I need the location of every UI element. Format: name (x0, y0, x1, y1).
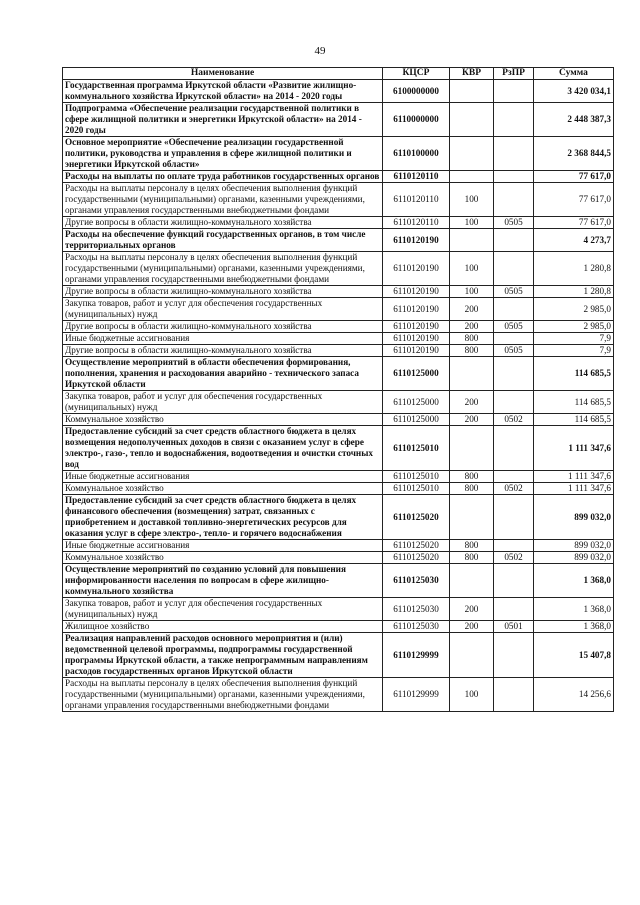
row-name-cell: Расходы на выплаты персоналу в целях обеспечения выполнения функций государственными (муниципальными) органами, казенными учреждениями, органами управления государственными внебюджетными фондами (63, 183, 383, 217)
table-row (63, 321, 614, 333)
row-rzpr-cell (494, 229, 534, 252)
row-sum-cell: 1 280,8 (534, 286, 614, 298)
row-kvr-cell (450, 495, 494, 540)
row-sum-cell: 4 273,7 (534, 229, 614, 252)
row-name-cell: Осуществление мероприятий в области обеспечения формирования, пополнения, хранения и расходования аварийно - технического запаса Иркутской области (63, 357, 383, 391)
table-row (63, 357, 614, 391)
row-rzpr-cell (494, 540, 534, 552)
row-kcsr-cell: 6110120190 (383, 321, 450, 333)
header-rzpr: РзПР (494, 68, 534, 80)
row-name-cell: Иные бюджетные ассигнования (63, 333, 383, 345)
table-row (63, 564, 614, 598)
row-name-cell: Осуществление мероприятий по созданию условий для повышения информированности населения по вопросам в сфере жилищно-коммунального хозяйства (63, 564, 383, 598)
table-row (63, 678, 614, 712)
table-row (63, 391, 614, 414)
row-kvr-cell: 100 (450, 252, 494, 286)
row-kvr-cell: 800 (450, 333, 494, 345)
table-row (63, 426, 614, 471)
row-kcsr-cell: 6110129999 (383, 633, 450, 678)
row-sum-cell: 1 111 347,6 (534, 471, 614, 483)
row-kvr-cell (450, 229, 494, 252)
row-kvr-cell (450, 137, 494, 171)
row-kvr-cell: 200 (450, 414, 494, 426)
row-name-cell: Подпрограмма «Обеспечение реализации государственной политики в сфере жилищной политики и энергетики Иркутской области» на 2014 - 2020 годы (63, 103, 383, 137)
row-name-cell: Расходы на выплаты персоналу в целях обеспечения выполнения функций государственными (муниципальными) органами, казенными учреждениями, органами управления государственными внебюджетными фондами (63, 252, 383, 286)
table-row (63, 333, 614, 345)
row-name-cell: Другие вопросы в области жилищно-коммунального хозяйства (63, 286, 383, 298)
row-kcsr-cell: 6110120110 (383, 217, 450, 229)
row-kvr-cell: 200 (450, 598, 494, 621)
row-kcsr-cell: 6110000000 (383, 103, 450, 137)
row-kvr-cell (450, 357, 494, 391)
row-rzpr-cell: 0502 (494, 552, 534, 564)
row-sum-cell: 2 985,0 (534, 321, 614, 333)
row-kcsr-cell: 6110125000 (383, 357, 450, 391)
table-row (63, 137, 614, 171)
row-rzpr-cell (494, 357, 534, 391)
row-kcsr-cell: 6110125030 (383, 564, 450, 598)
header-sum: Сумма (534, 68, 614, 80)
row-rzpr-cell (494, 391, 534, 414)
row-name-cell: Закупка товаров, работ и услуг для обеспечения государственных (муниципальных) нужд (63, 598, 383, 621)
row-name-cell: Иные бюджетные ассигнования (63, 471, 383, 483)
table-row (63, 103, 614, 137)
row-name-cell: Предоставление субсидий за счет средств областного бюджета в целях финансового обеспечения (возмещения) затрат, связанных с приобретением и доставкой топливно-энергетических ресурсов для оказания услуг в сфере электро-, тепло- и горячего водоснабжения (63, 495, 383, 540)
row-name-cell: Основное мероприятие «Обеспечение реализации государственной политики, руководства и управления в сфере жилищной политики и энергетики Иркутской области» (63, 137, 383, 171)
row-sum-cell: 2 985,0 (534, 298, 614, 321)
row-kvr-cell: 100 (450, 183, 494, 217)
row-name-cell: Расходы на обеспечение функций государственных органов, в том числе территориальных органов (63, 229, 383, 252)
row-sum-cell: 899 032,0 (534, 552, 614, 564)
row-kcsr-cell: 6110129999 (383, 678, 450, 712)
table-row (63, 345, 614, 357)
row-rzpr-cell: 0502 (494, 483, 534, 495)
row-sum-cell: 1 368,0 (534, 564, 614, 598)
table-row (63, 633, 614, 678)
row-kvr-cell: 800 (450, 471, 494, 483)
row-name-cell: Иные бюджетные ассигнования (63, 540, 383, 552)
table-row (63, 471, 614, 483)
row-rzpr-cell (494, 598, 534, 621)
row-kcsr-cell: 6110125030 (383, 598, 450, 621)
table-row (63, 540, 614, 552)
row-kvr-cell: 200 (450, 391, 494, 414)
table-row (63, 483, 614, 495)
budget-table (62, 67, 614, 712)
row-kvr-cell: 100 (450, 678, 494, 712)
row-name-cell: Закупка товаров, работ и услуг для обеспечения государственных (муниципальных) нужд (63, 391, 383, 414)
table-row (63, 229, 614, 252)
row-sum-cell: 114 685,5 (534, 391, 614, 414)
table-row (63, 414, 614, 426)
row-sum-cell: 899 032,0 (534, 495, 614, 540)
row-kcsr-cell: 6110125020 (383, 540, 450, 552)
row-kvr-cell: 800 (450, 483, 494, 495)
row-sum-cell: 7,9 (534, 345, 614, 357)
row-kvr-cell: 200 (450, 621, 494, 633)
row-kcsr-cell: 6110125030 (383, 621, 450, 633)
header-kvr: КВР (450, 68, 494, 80)
row-rzpr-cell: 0505 (494, 286, 534, 298)
row-kvr-cell: 100 (450, 217, 494, 229)
row-rzpr-cell (494, 171, 534, 183)
table-row (63, 621, 614, 633)
row-kcsr-cell: 6110125020 (383, 552, 450, 564)
row-kvr-cell: 800 (450, 345, 494, 357)
row-rzpr-cell (494, 80, 534, 103)
row-name-cell: Государственная программа Иркутской области «Развитие жилищно-коммунального хозяйства Иркутской области» на 2014 - 2020 годы (63, 80, 383, 103)
table-body (63, 80, 614, 712)
row-kcsr-cell: 6110125010 (383, 471, 450, 483)
table-row (63, 298, 614, 321)
header-kcsr: КЦСР (383, 68, 450, 80)
row-name-cell: Закупка товаров, работ и услуг для обеспечения государственных (муниципальных) нужд (63, 298, 383, 321)
table-row (63, 552, 614, 564)
row-kcsr-cell: 6110120110 (383, 183, 450, 217)
row-kvr-cell (450, 103, 494, 137)
row-name-cell: Расходы на выплаты персоналу в целях обеспечения выполнения функций государственными (муниципальными) органами, казенными учреждениями, органами управления государственными внебюджетными фондами (63, 678, 383, 712)
row-sum-cell: 1 111 347,6 (534, 483, 614, 495)
row-kcsr-cell: 6110120190 (383, 286, 450, 298)
row-rzpr-cell (494, 426, 534, 471)
row-sum-cell: 1 368,0 (534, 598, 614, 621)
row-sum-cell: 77 617,0 (534, 171, 614, 183)
row-rzpr-cell (494, 471, 534, 483)
row-kcsr-cell: 6110125020 (383, 495, 450, 540)
row-kcsr-cell: 6110100000 (383, 137, 450, 171)
row-rzpr-cell (494, 103, 534, 137)
row-sum-cell: 77 617,0 (534, 183, 614, 217)
row-sum-cell: 114 685,5 (534, 414, 614, 426)
table-row (63, 495, 614, 540)
row-sum-cell: 899 032,0 (534, 540, 614, 552)
row-sum-cell: 1 368,0 (534, 621, 614, 633)
row-rzpr-cell (494, 495, 534, 540)
row-kcsr-cell: 6110120190 (383, 345, 450, 357)
row-name-cell: Предоставление субсидий за счет средств областного бюджета в целях возмещения недополученных доходов в связи с оказанием услуг в сфере электро-, газо-, тепло и водоснабжения, водоотведения и очистки сточных вод (63, 426, 383, 471)
row-kcsr-cell: 6110125000 (383, 414, 450, 426)
row-kcsr-cell: 6110120190 (383, 252, 450, 286)
row-kvr-cell (450, 171, 494, 183)
row-rzpr-cell: 0505 (494, 345, 534, 357)
row-kvr-cell: 100 (450, 286, 494, 298)
row-kvr-cell (450, 564, 494, 598)
row-rzpr-cell (494, 183, 534, 217)
table-row (63, 80, 614, 103)
row-kcsr-cell: 6110125000 (383, 391, 450, 414)
row-kcsr-cell: 6110125010 (383, 426, 450, 471)
row-rzpr-cell: 0502 (494, 414, 534, 426)
row-sum-cell: 77 617,0 (534, 217, 614, 229)
row-sum-cell: 2 368 844,5 (534, 137, 614, 171)
table-row (63, 217, 614, 229)
table-row (63, 598, 614, 621)
table-row (63, 252, 614, 286)
row-name-cell: Расходы на выплаты по оплате труда работников государственных органов (63, 171, 383, 183)
row-name-cell: Коммунальное хозяйство (63, 552, 383, 564)
row-rzpr-cell: 0501 (494, 621, 534, 633)
row-rzpr-cell (494, 564, 534, 598)
row-kcsr-cell: 6110125010 (383, 483, 450, 495)
row-kvr-cell (450, 80, 494, 103)
row-sum-cell: 2 448 387,3 (534, 103, 614, 137)
row-kvr-cell: 800 (450, 540, 494, 552)
row-kvr-cell: 200 (450, 298, 494, 321)
table-row (63, 171, 614, 183)
row-name-cell: Реализация направлений расходов основного мероприятия и (или) ведомственной целевой программы, подпрограммы государственной программы Иркутской области, а также непрограммным направлениям расходов государственных органов Иркутской области (63, 633, 383, 678)
row-name-cell: Другие вопросы в области жилищно-коммунального хозяйства (63, 321, 383, 333)
header-name: Наименование (63, 68, 383, 80)
row-kcsr-cell: 6110120190 (383, 298, 450, 321)
row-rzpr-cell (494, 252, 534, 286)
row-kcsr-cell: 6100000000 (383, 80, 450, 103)
table-row (63, 183, 614, 217)
row-kvr-cell (450, 426, 494, 471)
row-sum-cell: 114 685,5 (534, 357, 614, 391)
row-sum-cell: 15 407,8 (534, 633, 614, 678)
row-rzpr-cell: 0505 (494, 217, 534, 229)
row-name-cell: Другие вопросы в области жилищно-коммунального хозяйства (63, 345, 383, 357)
row-name-cell: Другие вопросы в области жилищно-коммунального хозяйства (63, 217, 383, 229)
row-kcsr-cell: 6110120110 (383, 171, 450, 183)
row-rzpr-cell (494, 298, 534, 321)
row-kcsr-cell: 6110120190 (383, 229, 450, 252)
row-rzpr-cell (494, 333, 534, 345)
row-kcsr-cell: 6110120190 (383, 333, 450, 345)
row-rzpr-cell (494, 678, 534, 712)
row-name-cell: Коммунальное хозяйство (63, 414, 383, 426)
row-kvr-cell: 200 (450, 321, 494, 333)
row-sum-cell: 14 256,6 (534, 678, 614, 712)
page-number: 49 (314, 45, 326, 57)
row-kvr-cell: 800 (450, 552, 494, 564)
row-rzpr-cell (494, 633, 534, 678)
row-rzpr-cell (494, 137, 534, 171)
row-sum-cell: 7,9 (534, 333, 614, 345)
row-sum-cell: 1 111 347,6 (534, 426, 614, 471)
row-sum-cell: 1 280,8 (534, 252, 614, 286)
row-name-cell: Жилищное хозяйство (63, 621, 383, 633)
row-sum-cell: 3 420 034,1 (534, 80, 614, 103)
row-rzpr-cell: 0505 (494, 321, 534, 333)
table-row (63, 286, 614, 298)
row-kvr-cell (450, 633, 494, 678)
table-header-row (63, 68, 614, 80)
row-name-cell: Коммунальное хозяйство (63, 483, 383, 495)
